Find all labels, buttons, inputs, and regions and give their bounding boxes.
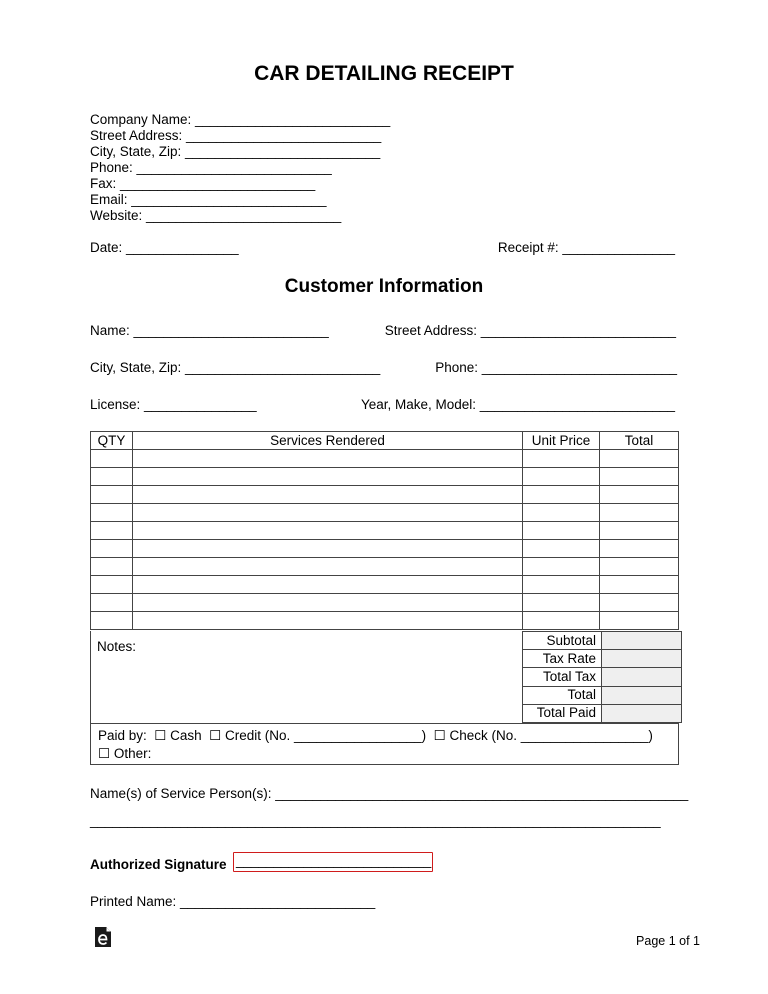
payment-other-line[interactable]: ☐ Other: [98,746,152,761]
company-name-field[interactable]: Company Name: __________________________ [90,112,391,127]
services-table [90,431,679,630]
notes-area[interactable] [90,631,523,724]
table-row[interactable] [91,504,679,522]
table-row[interactable] [91,522,679,540]
tax-rate-label: Tax Rate [523,650,602,668]
payment-method-box [90,723,679,765]
document-logo-icon [94,926,112,948]
receipt-number-field[interactable]: Receipt #: _______________ [497,240,675,255]
total-tax-label: Total Tax [523,668,602,686]
service-persons-extra-line[interactable]: ____________________________________________________________________________ [90,813,661,828]
page-number: Page 1 of 1 [636,934,700,948]
signature-line: __________________________ [236,853,432,868]
customer-name-field[interactable]: Name: __________________________ [90,323,329,338]
table-row[interactable] [91,468,679,486]
totals-table [522,631,682,723]
license-field[interactable]: License: _______________ [90,397,257,412]
table-row[interactable] [91,576,679,594]
services-header: Services Rendered [133,432,523,450]
authorized-signature-label: Authorized Signature [90,857,227,872]
qty-header: QTY [91,432,133,450]
subtotal-label: Subtotal [523,632,602,650]
total-label: Total [523,686,602,704]
signature-input[interactable] [233,852,433,872]
customer-city-field[interactable]: City, State, Zip: __________________________ [90,360,381,375]
vehicle-field[interactable]: Year, Make, Model: __________________________ [360,397,675,412]
table-row[interactable] [91,612,679,630]
table-row[interactable] [91,594,679,612]
company-website-field[interactable]: Website: __________________________ [90,208,342,223]
subtotal-value[interactable] [602,632,682,650]
total-paid-label: Total Paid [523,704,602,722]
company-street-field[interactable]: Street Address: __________________________ [90,128,382,143]
total-paid-value[interactable] [602,704,682,722]
company-fax-field[interactable]: Fax: __________________________ [90,176,316,191]
customer-street-field[interactable]: Street Address: __________________________ [384,323,676,338]
total-value[interactable] [602,686,682,704]
table-header-row [91,432,679,450]
total-header: Total [600,432,679,450]
customer-phone-field[interactable]: Phone: __________________________ [435,360,677,375]
total-tax-value[interactable] [602,668,682,686]
document-title: CAR DETAILING RECEIPT [254,62,514,85]
service-persons-field[interactable]: Name(s) of Service Person(s): _______________________________________________________ [90,786,689,801]
table-row[interactable] [91,540,679,558]
company-email-field[interactable]: Email: __________________________ [90,192,327,207]
company-city-field[interactable]: City, State, Zip: __________________________ [90,144,381,159]
tax-rate-value[interactable] [602,650,682,668]
table-row[interactable] [91,486,679,504]
table-row[interactable] [91,450,679,468]
company-phone-field[interactable]: Phone: __________________________ [90,160,332,175]
customer-information-heading: Customer Information [284,276,484,297]
table-row[interactable] [91,558,679,576]
notes-label: Notes: [97,639,137,654]
printed-name-field[interactable]: Printed Name: __________________________ [90,894,376,909]
date-field[interactable]: Date: _______________ [90,240,239,255]
payment-method-line[interactable]: Paid by: ☐ Cash ☐ Credit (No. _________________) ☐ Check (No. _________________) [98,728,653,743]
unit-price-header: Unit Price [523,432,600,450]
